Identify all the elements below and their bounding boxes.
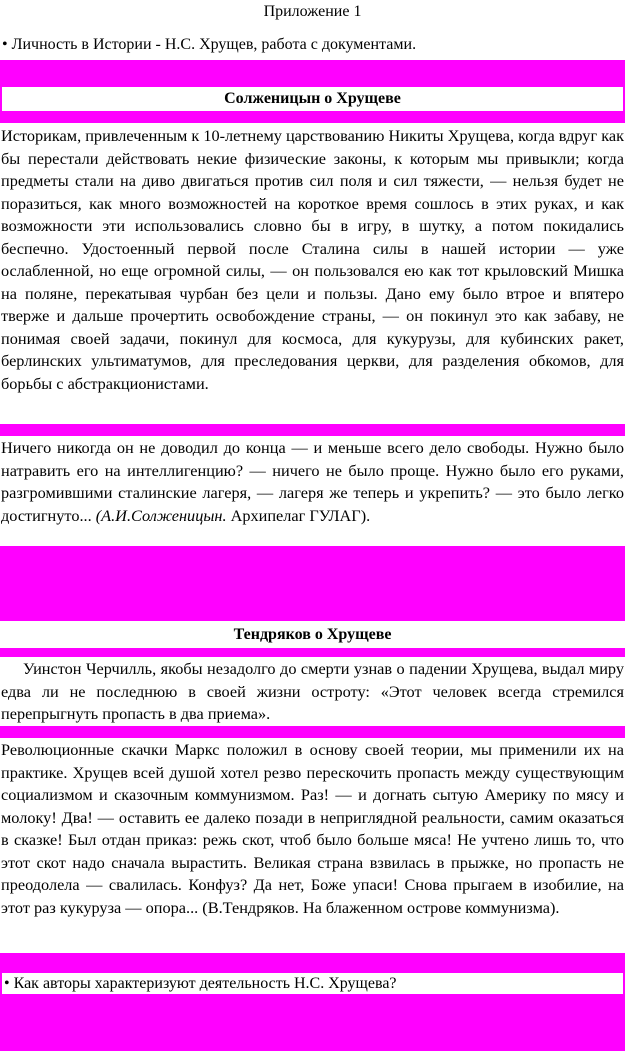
solzhenitsyn-paragraph-1: Историкам, привлеченным к 10-летнему царствованию Никиты Хрущева, когда вдруг как бы перестали действовать некие физические законы, к которым мы привыкли; когда предметы стали на диво двигаться против сил поля и сил тяжести, — нельзя будет не поразиться, как много возможностей на короткое время сошлось в этих руках, и как возможности эти использовались словно бы в игру, в шутку, а потом покидались беспечно. Удостоенный первой после Сталина силы в нашей истории — уже ослабленной, но еще огромной силы, — он пользовался ею как тот крыловский Мишка на поляне, перекатывая чурбан без цели и пользы. Дано ему было втрое и впятеро тверже и дальше прочертить освобождение страны, — он покинул это как забаву, не понимая своей задачи, покинул для космоса, для кукурузы, для кубинских ракет, берлинских ультиматумов, для преследования церкви, для разделения обкомов, для борьбы с абстракционистами. bbox=[1, 126, 624, 393]
highlight-band bbox=[0, 953, 625, 1051]
separator-band bbox=[0, 726, 625, 738]
section-heading-solzhenitsyn: Солженицын о Хрущеве bbox=[2, 87, 623, 111]
paragraph-text: Ничего никогда он не доводил до конца — и меньше всего дело свободы. Нужно было натравить его на интеллигенцию? — ничего не было проще. Нужно было его руками, разгромившими сталинские лагеря, — лагеря же теперь и укрепить? — это было легко достигнуто... bbox=[1, 438, 624, 525]
appendix-title: Приложение 1 bbox=[263, 3, 362, 20]
question-text: • Как авторы характеризуют деятельность Н.С. Хрущева? bbox=[2, 973, 623, 994]
topic-bullet: • Личность в Истории - Н.С. Хрущев, работа с документами. bbox=[2, 36, 417, 53]
section-heading-tendryakov: Тендряков о Хрущеве bbox=[233, 626, 392, 643]
source-citation: (А.И.Солженицын. bbox=[95, 505, 227, 525]
separator-band bbox=[0, 424, 625, 436]
solzhenitsyn-paragraph-2 bbox=[0, 437, 625, 527]
tendryakov-paragraph-2: Революционные скачки Маркс положил в основу своей теории, мы применили их на практике. Хрущев всей душой хотел резво перескочить пропасть между существующим социализмом и сказочным коммунизмом. Раз! — и догнать сытую Америку по мясу и молоку! Два! — оставить ее далеко позади в неприглядной реальности, самим оказаться в сказке! Был отдан приказ: режь скот, чтоб было больше мяса! Не учтено лишь то, что этот скот надо сначала вырастить. Великая страна взвилась в прыжке, но пропасть не преодолела — свалилась. Конфуз? Да нет, Боже упаси! Снова прыгаем в изобилие, на этот раз кукуруза — опора... (В.Тендряков. На блаженном острове коммунизма). bbox=[1, 740, 624, 917]
separator-band bbox=[0, 648, 625, 657]
tendryakov-paragraph-1: Уинстон Черчилль, якобы незадолго до смерти узнав о падении Хрущева, выдал миру едва ли не последнюю в своей жизни остроту: «Этот человек всегда стремился перепрыгнуть пропасть в два приема». bbox=[1, 659, 624, 723]
highlight-band bbox=[0, 546, 625, 621]
source-title: Архипелаг ГУЛАГ). bbox=[230, 505, 371, 525]
